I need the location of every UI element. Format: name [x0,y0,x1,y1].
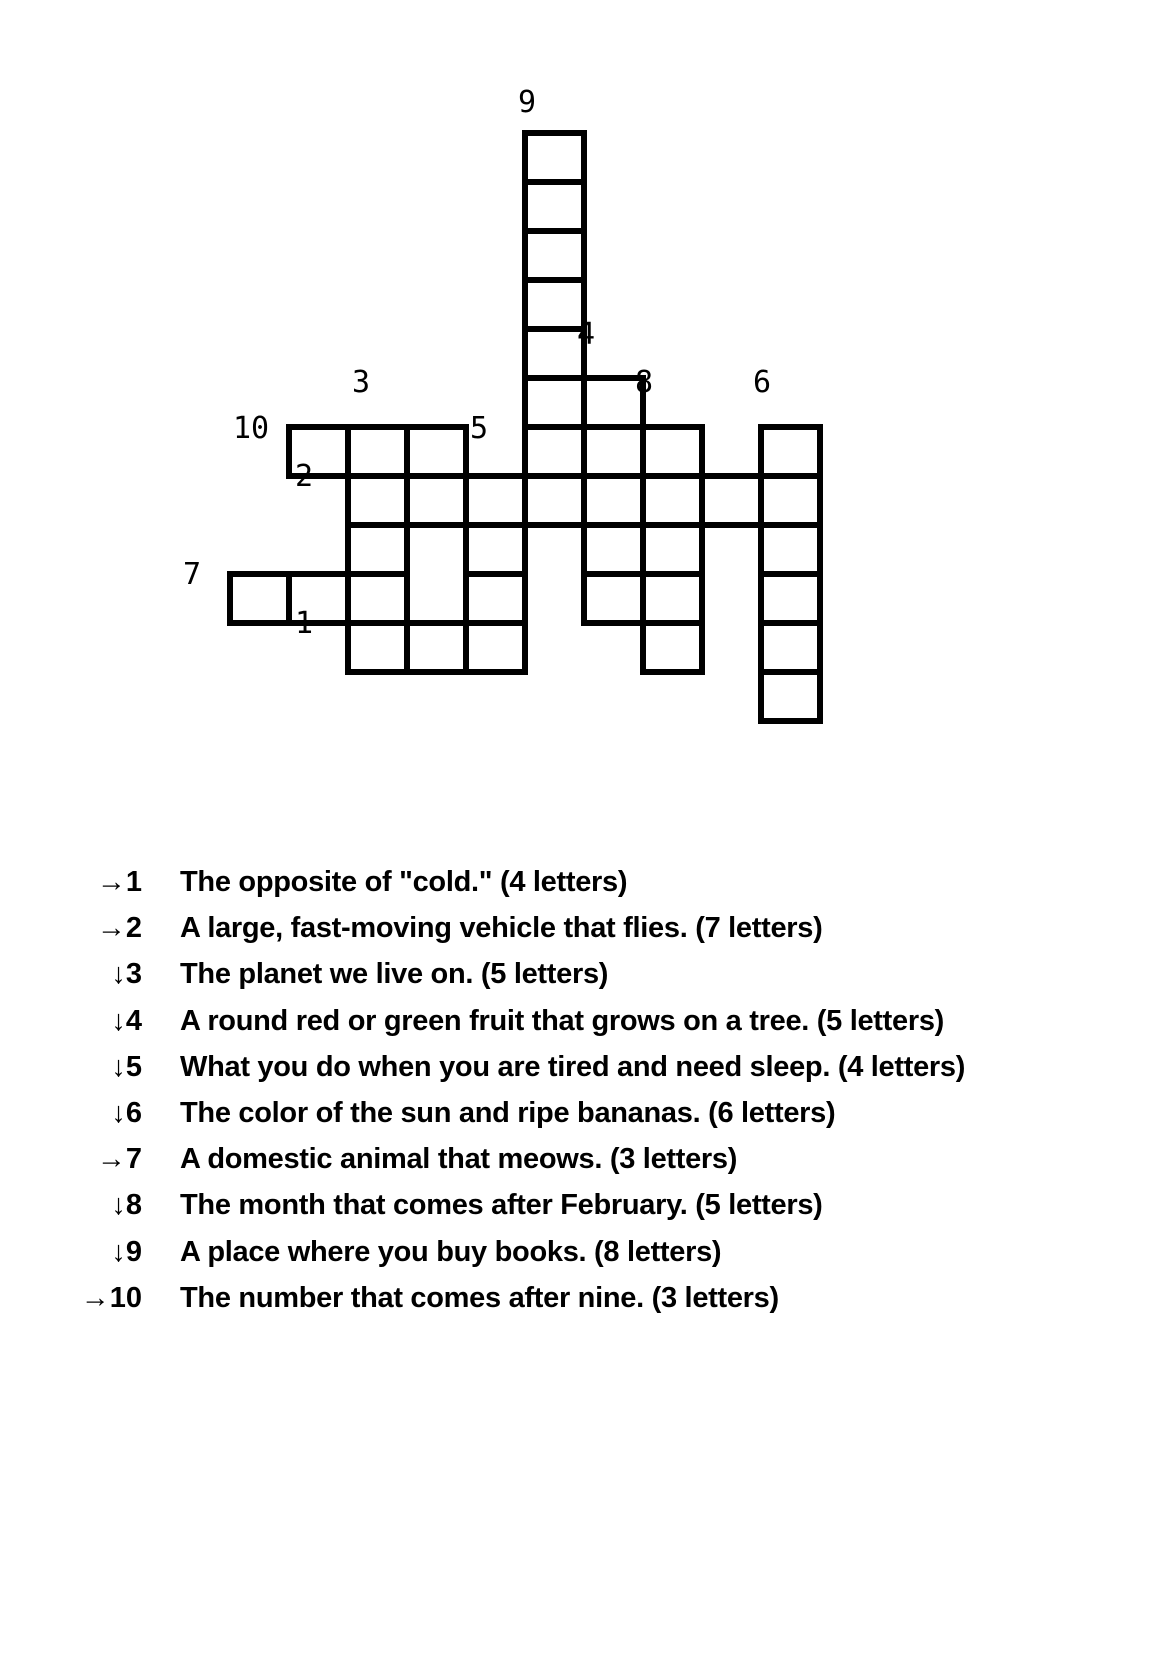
clue-number-label: 1 [295,606,314,641]
crossword-cell[interactable] [463,522,528,577]
clue-item [0,1139,1166,1183]
clue-item [0,954,1166,998]
crossword-cell[interactable] [345,473,410,528]
crossword-cell[interactable] [345,620,410,675]
crossword-cell[interactable] [758,571,823,626]
clue-number: ↓5 [111,1051,142,1083]
crossword-cell[interactable] [758,669,823,724]
clue-number: →10 [80,1282,142,1314]
crossword-cell[interactable] [640,424,705,479]
crossword-cell[interactable] [522,375,587,430]
clue-item [0,1232,1166,1276]
clue-number: ↓4 [111,1005,142,1037]
clue-text: The planet we live on. (5 letters) [180,958,609,990]
crossword-cell[interactable] [345,571,410,626]
clue-number-label: 2 [295,459,314,494]
clue-number: →1 [96,866,142,898]
clue-number-label: 9 [518,85,537,120]
crossword-cell[interactable] [581,473,646,528]
crossword-cell[interactable] [581,424,646,479]
clue-item [0,1047,1166,1091]
crossword-cell[interactable] [522,424,587,479]
clue-text: What you do when you are tired and need sleep. (4 letters) [180,1051,966,1083]
crossword-cell[interactable] [581,522,646,577]
crossword-cell[interactable] [640,620,705,675]
crossword-cell[interactable] [640,473,705,528]
clue-text: The color of the sun and ripe bananas. (6 letters) [180,1097,836,1129]
crossword-cell[interactable] [758,620,823,675]
clue-text: The number that comes after nine. (3 letters) [180,1282,779,1314]
crossword-cell[interactable] [640,522,705,577]
clue-number: ↓8 [111,1189,142,1221]
clue-text: The opposite of "cold." (4 letters) [180,866,628,898]
crossword-cell[interactable] [463,620,528,675]
clue-number: ↓6 [111,1097,142,1129]
clue-item [0,1185,1166,1229]
clue-number-label: 3 [352,365,371,400]
clue-number-label: 10 [233,411,270,446]
clue-number: ↓9 [111,1236,142,1268]
crossword-cell[interactable] [404,473,469,528]
clue-item [0,862,1166,906]
crossword-cell[interactable] [227,571,292,626]
clue-number-label: 6 [753,365,772,400]
crossword-cell[interactable] [404,424,469,479]
clue-number: →2 [96,912,142,944]
crossword-cell[interactable] [345,424,410,479]
clue-number: ↓3 [111,958,142,990]
crossword-cell[interactable] [758,424,823,479]
clue-item [0,908,1166,952]
clue-item [0,1278,1166,1322]
crossword-cell[interactable] [522,130,587,185]
clue-item [0,1001,1166,1045]
crossword-cell[interactable] [758,473,823,528]
clue-text: A place where you buy books. (8 letters) [180,1236,722,1268]
crossword-cell[interactable] [758,522,823,577]
clue-text: The month that comes after February. (5 letters) [180,1189,823,1221]
clue-number-label: 5 [470,411,489,446]
crossword-grid [0,0,1166,760]
crossword-cell[interactable] [699,473,764,528]
crossword-cell[interactable] [581,571,646,626]
crossword-cell[interactable] [640,571,705,626]
crossword-cell[interactable] [404,620,469,675]
crossword-cell[interactable] [522,228,587,283]
clue-text: A round red or green fruit that grows on a tree. (5 letters) [180,1005,945,1037]
crossword-cell[interactable] [522,179,587,234]
crossword-cell[interactable] [345,522,410,577]
clue-item [0,1093,1166,1137]
crossword-cell[interactable] [522,473,587,528]
clue-number: →7 [96,1143,142,1175]
clue-number-label: 4 [577,317,596,352]
clue-text: A large, fast-moving vehicle that flies. (7 letters) [180,912,823,944]
crossword-cell[interactable] [463,473,528,528]
clue-number-label: 8 [635,365,654,400]
clue-text: A domestic animal that meows. (3 letters) [180,1143,738,1175]
clue-number-label: 7 [183,557,202,592]
crossword-cell[interactable] [463,571,528,626]
